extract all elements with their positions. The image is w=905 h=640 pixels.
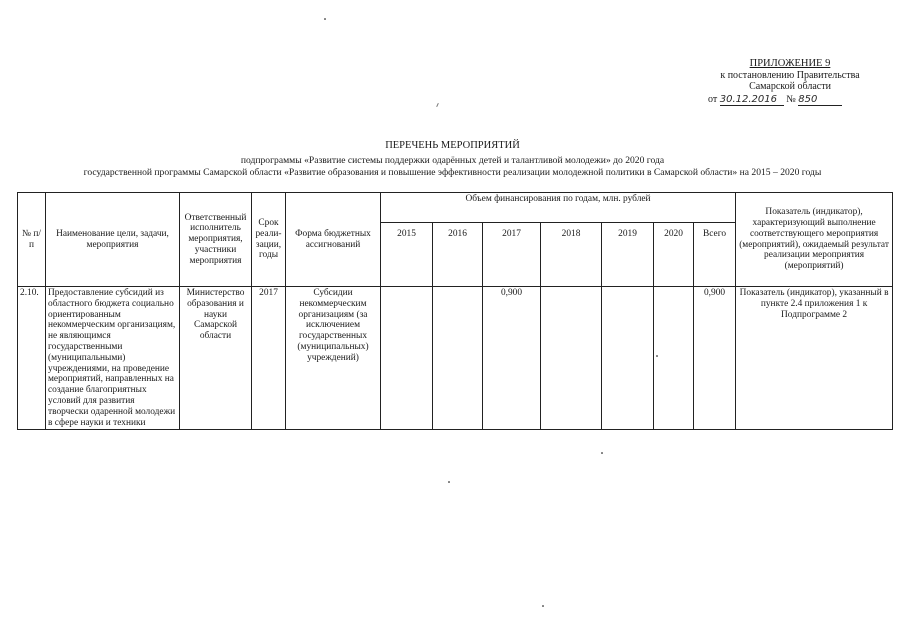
- document-subtitle-2: государственной программы Самарской области «Развитие образования и повышение эффективности реализации молодежной политики в Самарской области» на 2015 – 2020 годы: [83, 167, 822, 178]
- header-term: Срок реали-зации, годы: [252, 193, 286, 287]
- row-value: [541, 287, 602, 430]
- year-header: 2016: [433, 223, 483, 287]
- row-value: [602, 287, 654, 430]
- row-term: 2017: [252, 287, 286, 430]
- year-header: 2017: [483, 223, 541, 287]
- document-title: ПЕРЕЧЕНЬ МЕРОПРИЯТИЙ: [385, 140, 520, 151]
- appendix-date-line: [690, 94, 890, 106]
- appendix-title: ПРИЛОЖЕНИЕ 9: [749, 58, 831, 69]
- row-name: Предоставление субсидий из областного бюджета социально ориентированным некоммерческим организациям, не являющимся государственными (муниципальными) учреждениями, на проведение мероприятий, направленных на создание благоприятных условий для развития творчески одаренной молодежи в сфере науки и техники: [46, 287, 180, 430]
- row-indicator: Показатель (индикатор), указанный в пункте 2.4 приложения 1 к Подпрограмме 2: [736, 287, 893, 430]
- year-header: 2019: [602, 223, 654, 287]
- header-form: Форма бюджетных ассигнований: [286, 193, 381, 287]
- appendix-block: [690, 58, 890, 106]
- header-name: Наименование цели, задачи, мероприятия: [46, 193, 180, 287]
- row-value: [433, 287, 483, 430]
- appendix-line-2: Самарской области: [749, 81, 831, 92]
- handwritten-number: 850: [798, 94, 842, 106]
- header-num: № п/п: [18, 193, 46, 287]
- table-row: [18, 287, 893, 430]
- header-funding: Объем финансирования по годам, млн. рублей: [381, 193, 736, 223]
- header-executor: Ответственный исполнитель мероприятия, участники мероприятия: [180, 193, 252, 287]
- handwritten-date: 30.12.2016: [720, 94, 784, 106]
- row-value: [654, 287, 694, 430]
- appendix-line-1: к постановлению Правительства: [720, 69, 860, 81]
- date-prefix: от: [708, 93, 718, 105]
- row-value: 0,900: [483, 287, 541, 430]
- row-value: [381, 287, 433, 430]
- document-subtitle: подпрограммы «Развитие системы поддержки одарённых детей и талантливой молодежи» до 2020 года: [240, 155, 665, 166]
- row-executor: Министерство образования и науки Самарской области: [180, 287, 252, 430]
- number-prefix: №: [786, 93, 796, 105]
- year-header-total: Всего: [694, 223, 736, 287]
- row-form: Субсидии некоммерческим организациям (за исключением государственных (муниципальных) учреждений): [286, 287, 381, 430]
- year-header: 2020: [654, 223, 694, 287]
- year-header: 2015: [381, 223, 433, 287]
- activities-table: [17, 192, 893, 430]
- header-indicator: Показатель (индикатор), характеризующий выполнение соответствующего мероприятия (мероприятий), ожидаемый результат реализации мероприятия (мероприятий): [736, 193, 893, 287]
- year-header: 2018: [541, 223, 602, 287]
- row-value-total: 0,900: [694, 287, 736, 430]
- row-num: 2.10.: [18, 287, 46, 430]
